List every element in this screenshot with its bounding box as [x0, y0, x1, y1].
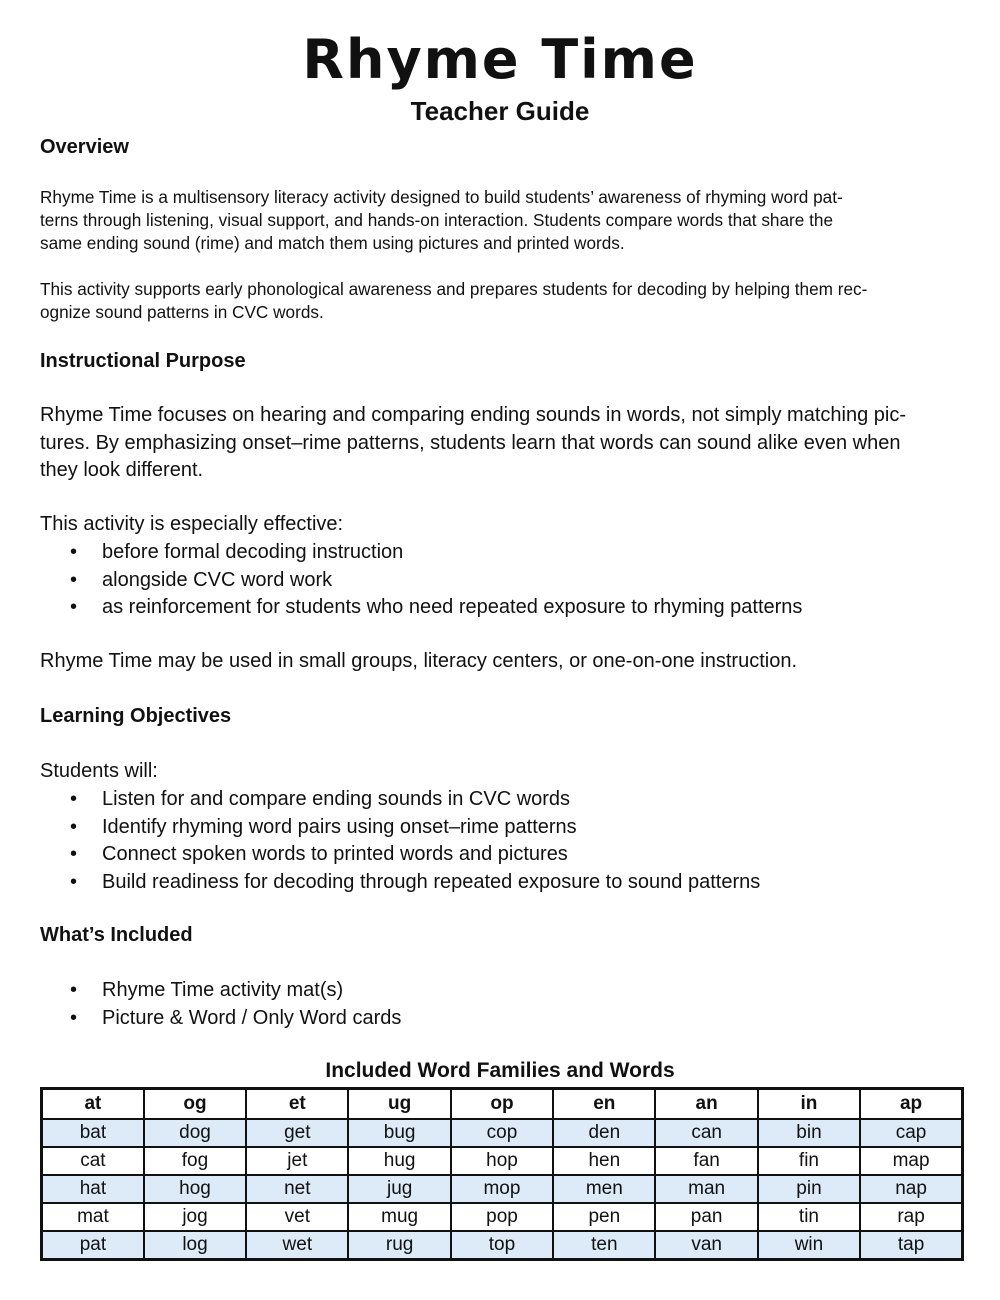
- overview-heading: Overview: [40, 136, 129, 158]
- purpose-bullet-list: [62, 539, 802, 622]
- table-cell: mop: [451, 1175, 553, 1203]
- word-table-title: Included Word Families and Words: [325, 1059, 675, 1082]
- text-line: This activity supports early phonological awareness and prepares students for decoding by helping them rec-: [40, 279, 868, 299]
- text-line: Rhyme Time focuses on hearing and comparing ending sounds in words, not simply matching pic-: [40, 404, 906, 426]
- table-header-row: [42, 1089, 963, 1120]
- table-cell: hop: [451, 1147, 553, 1175]
- table-cell: cop: [451, 1119, 553, 1147]
- table-cell: hat: [42, 1175, 144, 1203]
- table-cell: fin: [758, 1147, 860, 1175]
- table-cell: mat: [42, 1203, 144, 1231]
- table-cell: wet: [246, 1231, 348, 1260]
- table-cell: men: [553, 1175, 655, 1203]
- table-cell: pen: [553, 1203, 655, 1231]
- table-cell: rap: [860, 1203, 962, 1231]
- table-cell: top: [451, 1231, 553, 1260]
- list-item: • before formal decoding instruction: [62, 539, 802, 567]
- list-item: • Rhyme Time activity mat(s): [62, 977, 401, 1005]
- table-cell: dog: [144, 1119, 246, 1147]
- table-cell: jug: [348, 1175, 450, 1203]
- table-cell: pat: [42, 1231, 144, 1260]
- table-cell: fan: [655, 1147, 757, 1175]
- list-item: • alongside CVC word work: [62, 567, 802, 595]
- list-item: • Listen for and compare ending sounds in CVC words: [62, 786, 760, 814]
- table-cell: nap: [860, 1175, 962, 1203]
- table-cell: jog: [144, 1203, 246, 1231]
- table-cell: man: [655, 1175, 757, 1203]
- table-cell: pop: [451, 1203, 553, 1231]
- overview-paragraph-2: [40, 278, 960, 324]
- list-item: • Connect spoken words to printed words and pictures: [62, 841, 760, 869]
- purpose-heading: Instructional Purpose: [40, 350, 246, 372]
- list-item: • as reinforcement for students who need repeated exposure to rhyming patterns: [62, 594, 802, 622]
- table-cell: mug: [348, 1203, 450, 1231]
- table-cell: get: [246, 1119, 348, 1147]
- column-header: op: [451, 1089, 553, 1120]
- table-row: [42, 1203, 963, 1231]
- table-cell: jet: [246, 1147, 348, 1175]
- page-subtitle: Teacher Guide: [410, 96, 590, 126]
- table-row: [42, 1175, 963, 1203]
- overview-paragraph-1: [40, 186, 960, 255]
- table-cell: pin: [758, 1175, 860, 1203]
- purpose-closing: Rhyme Time may be used in small groups, literacy centers, or one-on-one instruction.: [40, 650, 798, 672]
- column-header: in: [758, 1089, 860, 1120]
- table-cell: vet: [246, 1203, 348, 1231]
- column-header: at: [42, 1089, 144, 1120]
- table-cell: tap: [860, 1231, 962, 1260]
- objectives-bullet-list: [62, 786, 760, 896]
- text-line: same ending sound (rime) and match them using pictures and printed words.: [40, 233, 625, 253]
- table-body: [42, 1119, 963, 1260]
- column-header: en: [553, 1089, 655, 1120]
- word-families-table: [40, 1087, 964, 1261]
- table-row: [42, 1119, 963, 1147]
- text-line: ognize sound patterns in CVC words.: [40, 302, 324, 322]
- table-cell: cap: [860, 1119, 962, 1147]
- text-line: Rhyme Time is a multisensory literacy activity designed to build students’ awareness of rhyming word pat-: [40, 187, 843, 207]
- purpose-intro: This activity is especially effective:: [40, 513, 344, 535]
- table-cell: rug: [348, 1231, 450, 1260]
- list-item: • Identify rhyming word pairs using onset–rime patterns: [62, 814, 760, 842]
- table-cell: bug: [348, 1119, 450, 1147]
- table-row: [42, 1147, 963, 1175]
- table-cell: van: [655, 1231, 757, 1260]
- column-header: et: [246, 1089, 348, 1120]
- table-cell: cat: [42, 1147, 144, 1175]
- table-cell: bin: [758, 1119, 860, 1147]
- included-bullet-list: [62, 977, 401, 1032]
- table-cell: ten: [553, 1231, 655, 1260]
- list-item: • Build readiness for decoding through repeated exposure to sound patterns: [62, 869, 760, 897]
- table-cell: hen: [553, 1147, 655, 1175]
- text-line: terns through listening, visual support, and hands-on interaction. Students compare words that share the: [40, 210, 833, 230]
- table-cell: pan: [655, 1203, 757, 1231]
- table-cell: can: [655, 1119, 757, 1147]
- table-cell: map: [860, 1147, 962, 1175]
- included-heading: What’s Included: [40, 924, 193, 946]
- table-cell: fog: [144, 1147, 246, 1175]
- column-header: ap: [860, 1089, 962, 1120]
- page-title: Rhyme Time: [302, 28, 698, 91]
- column-header: og: [144, 1089, 246, 1120]
- table-cell: bat: [42, 1119, 144, 1147]
- purpose-paragraph: [40, 402, 960, 485]
- table-cell: net: [246, 1175, 348, 1203]
- objectives-heading: Learning Objectives: [40, 705, 232, 727]
- table-cell: hug: [348, 1147, 450, 1175]
- text-line: they look different.: [40, 459, 204, 481]
- table-cell: tin: [758, 1203, 860, 1231]
- objectives-intro: Students will:: [40, 760, 158, 782]
- list-item: • Picture & Word / Only Word cards: [62, 1005, 401, 1033]
- column-header: ug: [348, 1089, 450, 1120]
- column-header: an: [655, 1089, 757, 1120]
- table-cell: win: [758, 1231, 860, 1260]
- table-cell: log: [144, 1231, 246, 1260]
- table-cell: den: [553, 1119, 655, 1147]
- text-line: tures. By emphasizing onset–rime patterns, students learn that words can sound alike even when: [40, 431, 901, 454]
- table-row: [42, 1231, 963, 1260]
- table-cell: hog: [144, 1175, 246, 1203]
